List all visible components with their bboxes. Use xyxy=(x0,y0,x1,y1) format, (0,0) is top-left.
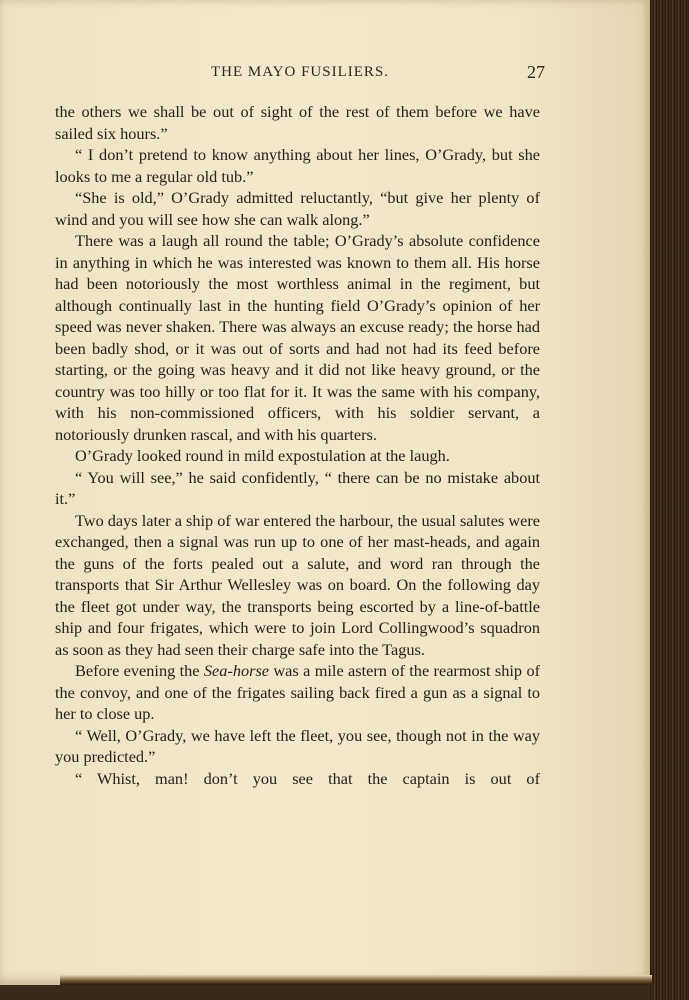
running-head xyxy=(55,62,545,88)
page-bottom-edge xyxy=(60,975,652,985)
paragraph: There was a laugh all round the table; O’Grady’s absolute confidence in anything in which he was interested was known to them all. His horse had been notoriously the most worthless animal in the regiment, but although continually last in the hunting field O’Grady’s opinion of her speed was never shaken. There was always an excuse ready; the horse had been badly shod, or it was out of sorts and had not had its feed before starting, or the going was heavy and it did not like heavy ground, or the country was too hilly or too flat for it. It was the same with his company, with his non-commissioned officers, with his soldier servant, a notoriously drunken rascal, and with his quarters. xyxy=(55,231,540,444)
running-title: THE MAYO FUSILIERS. xyxy=(210,64,390,80)
text-run: Before evening the xyxy=(75,661,204,680)
paragraph: “ I don’t pretend to know anything about her lines, O’Grady, but she looks to me a regular old tub.” xyxy=(55,145,540,186)
paragraph: the others we shall be out of sight of the rest of them before we have sailed six hours.” xyxy=(55,102,540,143)
paragraph: O’Grady looked round in mild expostulation at the laugh. xyxy=(75,446,450,465)
book-spine xyxy=(650,0,689,1000)
paragraph: “ Well, O’Grady, we have left the fleet, you see, though not in the way you predicted.” xyxy=(55,725,540,766)
paragraph: “ Whist, man! don’t you see that the captain is out of xyxy=(75,768,540,788)
body-text xyxy=(55,101,540,789)
ship-name: Sea-horse xyxy=(203,661,270,680)
paragraph: Two days later a ship of war entered the harbour, the usual salutes were exchanged, then a signal was run up to one of her mast-heads, and again the guns of the forts pealed out a salute, and word ran through the transports that Sir Arthur Wellesley was on board. On the following day the fleet got under way, the transports being escorted by a line-of-battle ship and four frigates, which were to join Lord Collingwood’s squadron as soon as they had seen their charge safe into the Tagus. xyxy=(55,510,540,659)
paragraph: “ You will see,” he said confidently, “ there can be no mistake about it.” xyxy=(55,467,540,508)
text-run: was a mile astern of the rearmost ship of the convoy, and one of the frigates sailing back fired a gun as a signal to her to close up. xyxy=(55,661,541,723)
paragraph: “She is old,” O’Grady admitted reluctantly, “but give her plenty of wind and you will see how she can walk along.” xyxy=(55,188,540,229)
paragraph xyxy=(55,660,540,725)
page-number: 27 xyxy=(527,62,545,82)
